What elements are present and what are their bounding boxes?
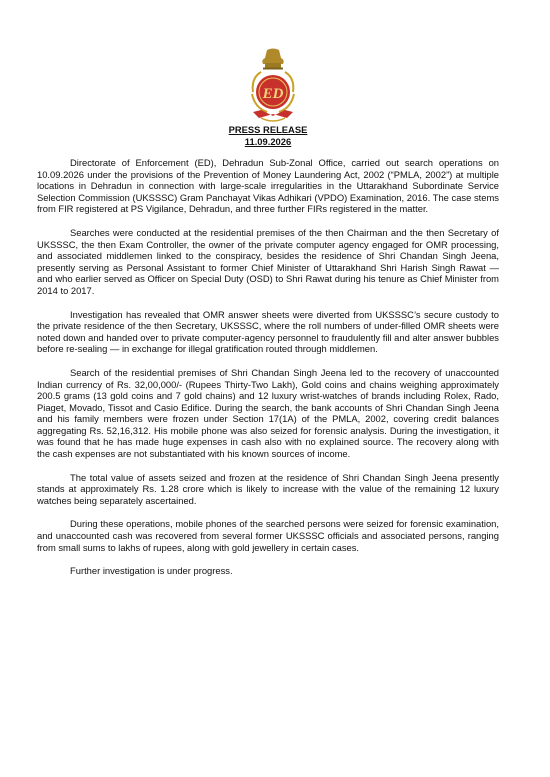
press-release-body (37, 157, 499, 589)
paragraph-1: Directorate of Enforcement (ED), Dehradun Sub-Zonal Office, carried out search operations on 10.09.2026 under the provisions of the Prevention of Money Laundering Act, 2002 (“PMLA, 2002”) at multiple locations in Dehradun in connection with large-scale irregularities in the Uttarakhand Subordinate Service Selection Commission (UKSSSC) Gram Panchayat Vikas Adhikari (VPDO) Examination, 2016. The case stems from FIR registered at PS Vigilance, Dehradun, and three further FIRs registered in the matter. (37, 157, 499, 215)
title-block (0, 124, 536, 147)
paragraph-5: The total value of assets seized and frozen at the residence of Shri Chandan Singh Jeena presently stands at approximately Rs. 1.28 crore which is likely to increase with the value of the remaining 12 luxury watches being separately ascertained. (37, 471, 499, 506)
paragraph-6: During these operations, mobile phones of the searched persons were seized for forensic examination, and unaccounted cash was recovered from several former UKSSSC officials and associated persons, ranging from small sums to lakhs of rupees, along with gold jewellery in certain cases. (37, 518, 499, 553)
emblem-lettering: ED (262, 86, 284, 102)
paragraph-4: Search of the residential premises of Shri Chandan Singh Jeena led to the recovery of unaccounted Indian currency of Rs. 32,00,000/- (Rupees Thirty-Two Lakh), Gold coins and chains weighing approximately 200.5 grams (13 gold coins and 7 gold chains) and 12 luxury wrist-watches of brands including Rolex, Rado, Piaget, Movado, Tissot and Casio Edifice. During the search, the bank accounts of Shri Chandan Singh Jeena and his family members were frozen under Section 17(1A) of the PMLA, 2002, covering credit balances aggregating Rs. 52,16,312. His mobile phone was also seized for forensic analysis. During the investigation, it was found that he has made huge expenses in cash also with no explained source. The recovery along with the cash expenses are not substantiated with his known sources of income. (37, 366, 499, 460)
paragraph-3: Investigation has revealed that OMR answer sheets were diverted from UKSSSC’s secure custody to the private residence of the then Secretary, UKSSSC, where the roll numbers of under-filled OMR sheets were noted down and handed over to private computer-agency personnel to fraudulently fill and alter answer bubbles before re-sealing — in exchange for illegal gratification routed through middlemen. (37, 308, 499, 355)
release-date: 11.09.2026 (244, 135, 292, 147)
paragraph-2: Searches were conducted at the residential premises of the then Chairman and the then Secretary of UKSSSC, the then Exam Controller, the owner of the private computer agency engaged for OMR processing, and associated middlemen linked to the conspiracy, besides the residence of Shri Chandan Singh Jeena, presently serving as Personal Assistant to former Chief Minister of Uttarakhand Shri Harish Singh Rawat — and who earlier served as Officer on Special Duty (OSD) to Shri Rawat during his tenure as Chief Minister from 2014 to 2017. (37, 226, 499, 296)
ed-emblem-logo (241, 48, 305, 126)
page-title: PRESS RELEASE (228, 124, 308, 135)
paragraph-7: Further investigation is under progress. (70, 565, 233, 577)
ed-emblem-icon (241, 48, 305, 126)
